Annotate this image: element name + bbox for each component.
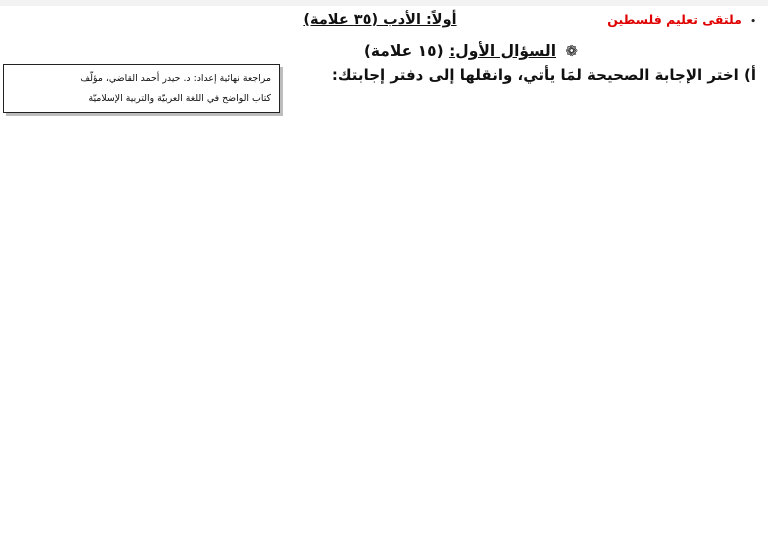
question-title-label: السؤال الأول:: [449, 42, 557, 60]
question-instruction: أ) اختر الإجابة الصحيحة لمَا يأتي، وانقلها إلى دفتر إجابتك:: [331, 66, 756, 84]
flower-icon: ❁: [565, 42, 578, 60]
site-label: [607, 12, 756, 27]
top-strip: [0, 0, 768, 6]
section-title: أولاً: الأدب (٣٥ علامة): [303, 12, 457, 28]
question-marks: (١٥ علامة): [363, 42, 444, 60]
site-label-text: ملتقى تعليم فلسطين: [607, 12, 742, 27]
author-note-line-2: كتاب الواضح في اللغة العربيّة والتربية الإسلاميّة: [88, 93, 271, 104]
question-title: [364, 42, 578, 60]
author-note-box: [3, 64, 280, 113]
author-note-line-1: مراجعة نهائية إعداد: د. حيدر أحمد القاضي، مؤلّف: [80, 73, 271, 84]
bullet-icon: •: [750, 17, 756, 27]
